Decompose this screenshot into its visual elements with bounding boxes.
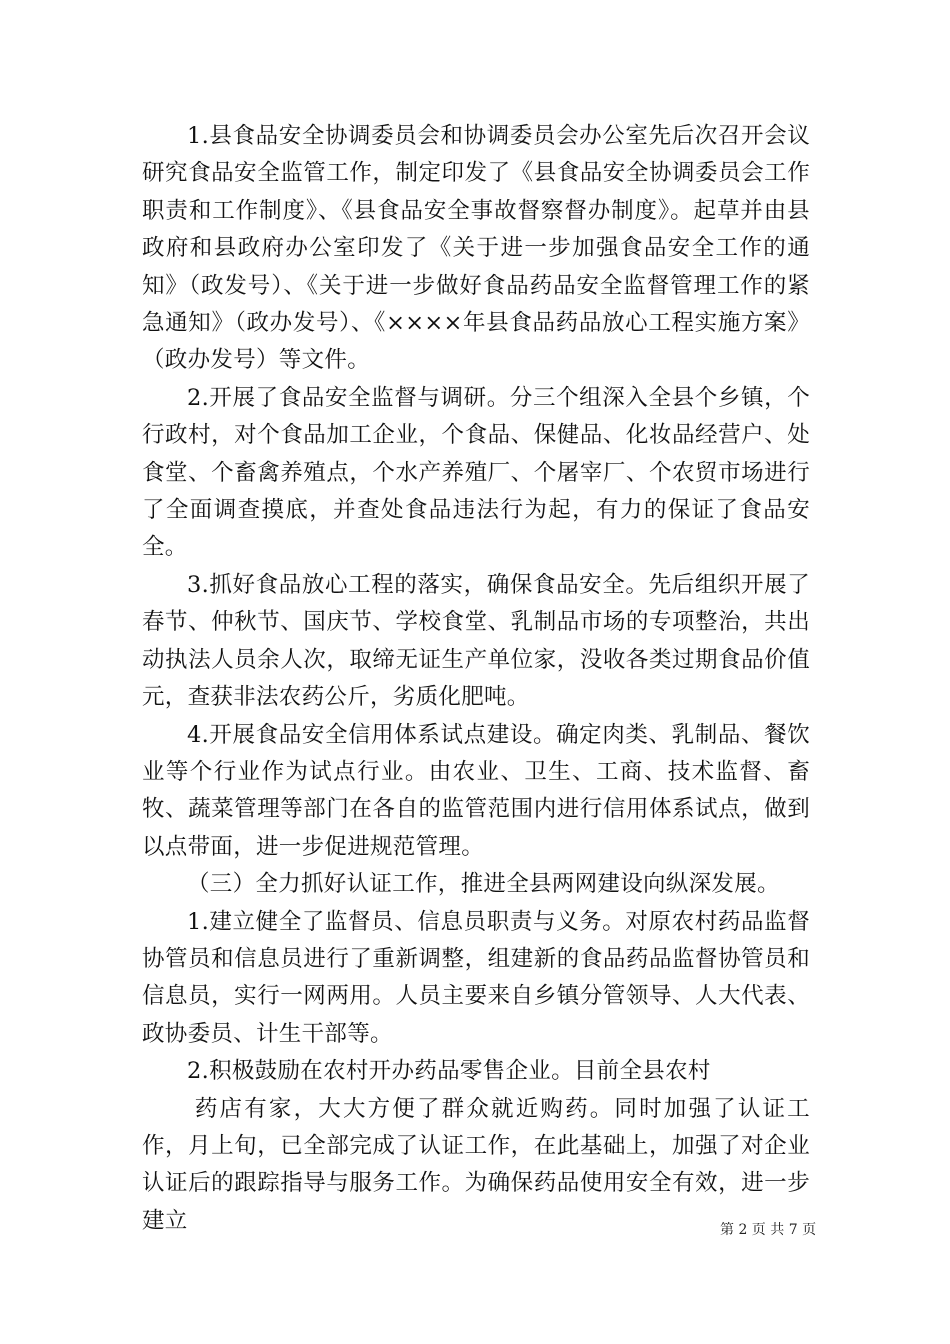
paragraph-safe-food-project: 3.抓好食品放心工程的落实，确保食品安全。先后组织开展了春节、仲秋节、国庆节、学校食堂、乳制品市场的专项整治，共出动执法人员余人次，取缔无证生产单位家，没收各类过期食品价值元，查获非法农药公斤，劣质化肥吨。 bbox=[142, 571, 810, 711]
page-number: 第 2 页 共 7 页 bbox=[720, 1222, 817, 1238]
paragraph-credit-system: 4.开展食品安全信用体系试点建设。确定肉类、乳制品、餐饮业等个行业作为试点行业。由农业、卫生、工商、技术监督、畜牧、蔬菜管理等部门在各自的监管范围内进行信用体系试点，做到以点带面，进一步促进规范管理。 bbox=[142, 721, 810, 860]
document-body bbox=[142, 118, 817, 1240]
paragraph-supervisors-duties: 1.建立健全了监督员、信息员职责与义务。对原农村药品监督协管员和信息员进行了重新调整，组建新的食品药品监督协管员和信息员，实行一网两用。人员主要来自乡镇分管领导、人大代表、政协委员、计生干部等。 bbox=[142, 908, 810, 1047]
section-heading-certification: （三）全力抓好认证工作，推进全县两网建设向纵深发展。 bbox=[187, 871, 780, 898]
paragraph-rural-pharmacies: 2.积极鼓励在农村开办药品零售企业。目前全县农村 bbox=[187, 1058, 711, 1085]
paragraph-pharmacy-followup: 药店有家，大大方便了群众就近购药。同时加强了认证工作，月上旬，已全部完成了认证工作，在此基础上，加强了对企业认证后的跟踪指导与服务工作。为确保药品使用安全有效，进一步建立 bbox=[142, 1095, 810, 1234]
paragraph-coordination-committee: 1.县食品安全协调委员会和协调委员会办公室先后次召开会议研究食品安全监管工作，制定印发了《县食品安全协调委员会工作职责和工作制度》、《县食品安全事故督察督办制度》。起草并由县政府和县政府办公室印发了《关于进一步加强食品安全工作的通知》（政发号）、《关于进一步做好食品药品安全监督管理工作的紧急通知》（政办发号）、《××××年县食品药品放心工程实施方案》（政办发号）等文件。 bbox=[142, 123, 810, 374]
paragraph-supervision-survey: 2.开展了食品安全监督与调研。分三个组深入全县个乡镇，个行政村，对个食品加工企业，个食品、保健品、化妆品经营户、处食堂、个畜禽养殖点，个水产养殖厂、个屠宰厂、个农贸市场进行了全面调查摸底，并查处食品违法行为起，有力的保证了食品安全。 bbox=[142, 384, 810, 561]
